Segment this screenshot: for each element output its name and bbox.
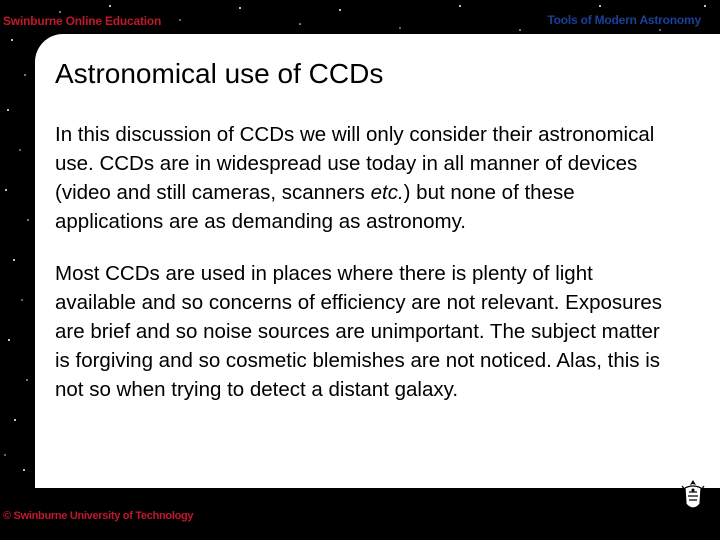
course-title: Tools of Modern Astronomy xyxy=(547,13,701,27)
university-crest-icon xyxy=(680,478,706,518)
footer-copyright: © Swinburne University of Technology xyxy=(3,510,194,522)
slide-title: Astronomical use of CCDs xyxy=(55,58,384,89)
paragraph-1-end: ) but none of these applications are as demanding as astronomy. xyxy=(55,181,575,233)
org-name: Swinburne Online Education xyxy=(3,14,162,28)
paragraph-1-italic: etc. xyxy=(370,181,404,204)
slide-body xyxy=(55,120,675,427)
paragraph-2: Most CCDs are used in places where there is plenty of light available and so concerns of efficiency are not relevant. Exposures are brief and so noise sources are unimportant. The subject matter is forgiving and so cosmetic blemishes are not noticed. Alas, this is not so when trying to detect a distant galaxy. xyxy=(55,262,663,401)
paragraph-1 xyxy=(55,120,675,236)
paragraph-1-start: In this discussion of CCDs we will only consider their astronomical use. CCDs are in widespread use today in all manner of devices (video and still cameras, scanners xyxy=(55,123,655,204)
